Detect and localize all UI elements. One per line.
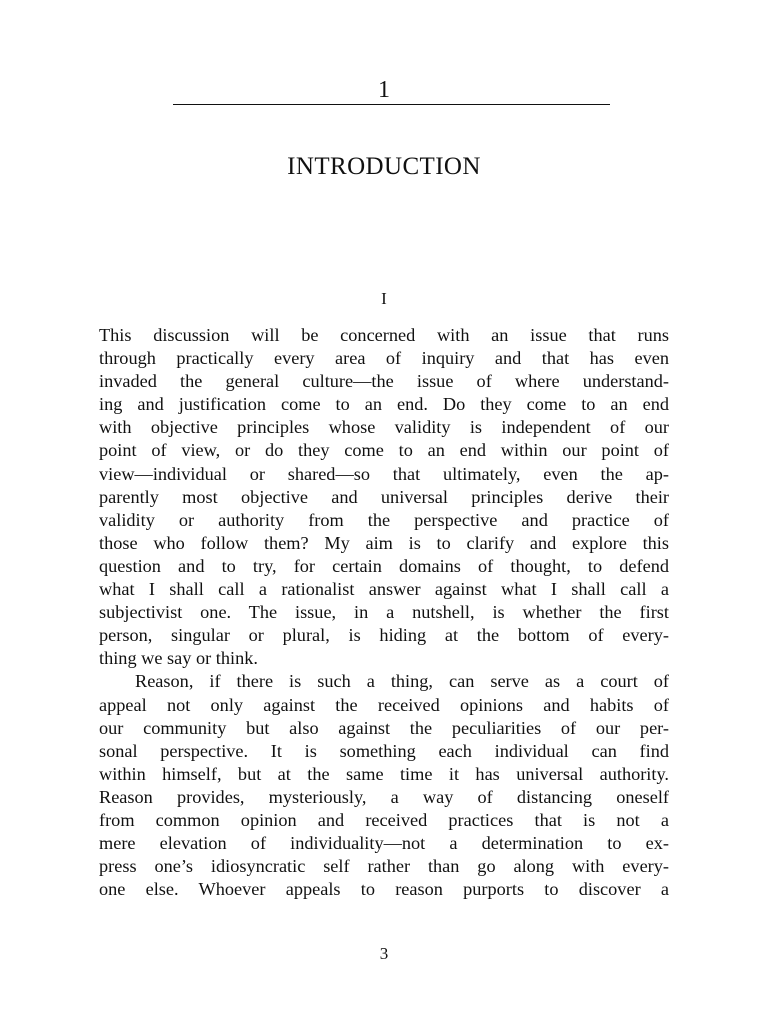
text-line: within himself, but at the same time it has universal authority.	[99, 763, 669, 784]
section-numeral: I	[381, 289, 387, 308]
chapter-rule	[173, 104, 610, 105]
text-line: what I shall call a rationalist answer against what I shall call a	[99, 579, 669, 600]
chapter-number: 1	[378, 77, 390, 103]
text-line: those who follow them? My aim is to clarify and explore this	[99, 532, 669, 553]
text-line: through practically every area of inquiry and that has even	[99, 348, 669, 369]
text-line: invaded the general culture—the issue of where understand-	[99, 371, 669, 392]
text-line: sonal perspective. It is something each individual can find	[99, 740, 669, 761]
page-number: 3	[379, 944, 389, 963]
text-line: point of view, or do they come to an end within our point of	[99, 440, 669, 461]
text-line: with objective principles whose validity is independent of our	[99, 417, 669, 438]
text-line: Reason provides, mysteriously, a way of distancing oneself	[99, 786, 669, 807]
text-line: mere elevation of individuality—not a determination to ex-	[99, 833, 669, 854]
body-text	[99, 324, 669, 901]
text-line: validity or authority from the perspective and practice of	[99, 509, 669, 530]
text-line: ing and justification come to an end. Do they come to an end	[99, 394, 669, 415]
text-line: from common opinion and received practices that is not a	[99, 809, 669, 830]
chapter-title: INTRODUCTION	[287, 153, 481, 180]
text-line: This discussion will be concerned with an issue that runs	[99, 325, 669, 345]
text-line: our community but also against the peculiarities of our per-	[99, 717, 669, 738]
paragraph-1	[99, 324, 669, 670]
paragraph-2	[99, 670, 669, 901]
text-line: person, singular or plural, is hiding at the bottom of every-	[99, 625, 669, 646]
text-line: parently most objective and universal principles derive their	[99, 486, 669, 507]
text-line: view—individual or shared—so that ultimately, even the ap-	[99, 463, 669, 484]
text-line: appeal not only against the received opinions and habits of	[99, 694, 669, 715]
text-line: subjectivist one. The issue, in a nutshell, is whether the first	[99, 602, 669, 623]
text-line: question and to try, for certain domains of thought, to defend	[99, 555, 669, 576]
text-line: thing we say or think.	[99, 648, 258, 669]
text-line: press one’s idiosyncratic self rather than go along with every-	[99, 856, 669, 877]
text-line: one else. Whoever appeals to reason purports to discover a	[99, 879, 669, 900]
text-line: Reason, if there is such a thing, can serve as a court of	[135, 671, 669, 692]
